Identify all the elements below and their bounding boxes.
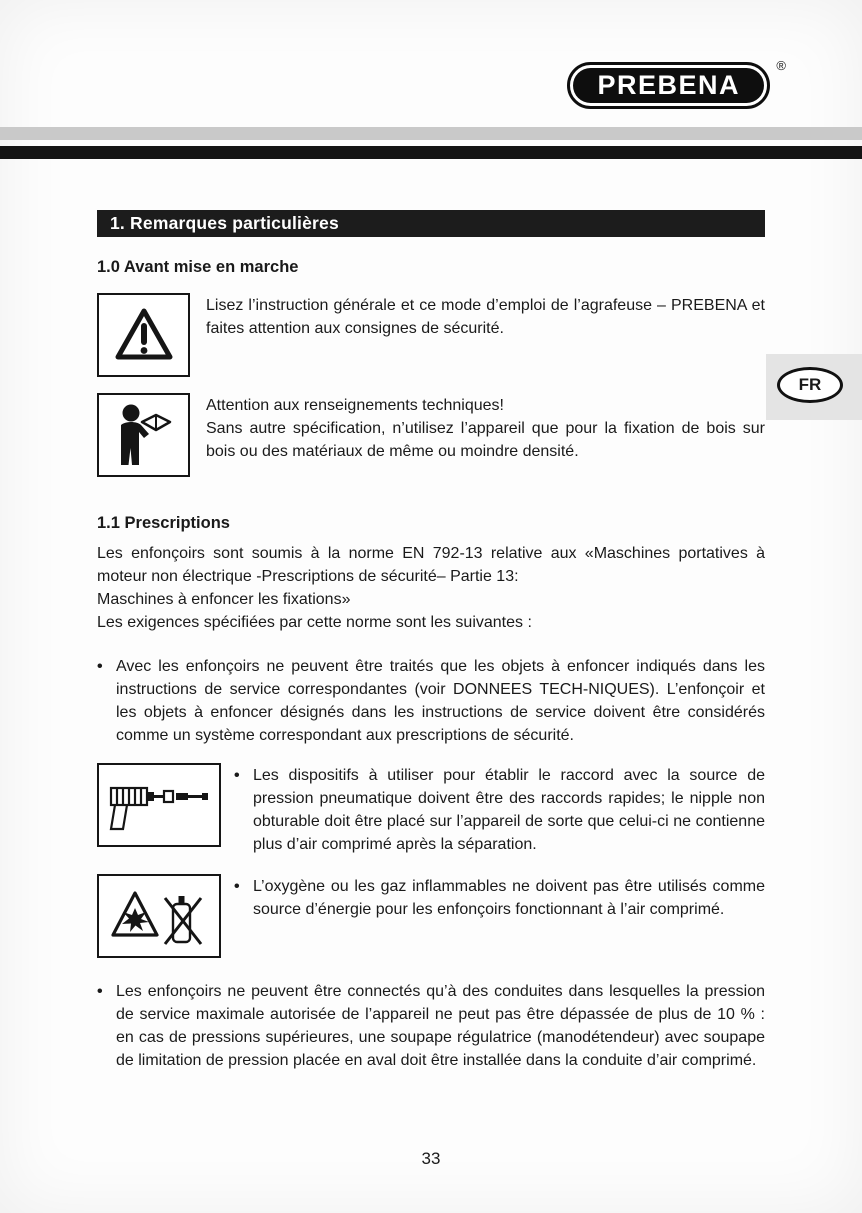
read-instructions-icon (97, 393, 190, 477)
bullet-pressure-text: Les enfonçoirs ne peuvent être connectés qu’à des conduites dans lesquelles la pression de service maximale autorisée de l’appareil ne peut pas être dépassée de plus de 10 % : en cas de pressions supérieures, une soupape régulatrice (manodétendeur) avec soupape de limitation de pression placée en aval doit être installée dans la conduite d’air comprimé. (116, 983, 765, 1069)
prebena-logo (567, 58, 786, 109)
language-badge-label: FR (798, 375, 822, 394)
prebena-logo-text: PREBENA (573, 68, 764, 103)
bullet-pressure (97, 980, 765, 1072)
notice-technical-title: Attention aux renseignements techniques! (206, 397, 504, 414)
prescriptions-intro-line3: Les exigences spécifiées par cette norme sont les suivantes : (97, 614, 532, 631)
language-badge-fr (777, 367, 843, 403)
bullet-marker: • (97, 983, 103, 1000)
notice-no-gas-body (234, 874, 765, 921)
prescriptions-intro (97, 542, 765, 634)
section-header (97, 210, 765, 237)
bullet-marker: • (97, 658, 103, 675)
notice-technical-body: Sans autre spécification, n’utilisez l’appareil que pour la fixation de bois sur bois ou des matériaux de même ou moindre densité. (206, 420, 765, 460)
pneumatic-tool-icon (97, 763, 221, 847)
bullet-couplings-text: Les dispositifs à utiliser pour établir le raccord avec la source de pression pneumatique doivent être des raccords rapides; le nipple non obturable doit être placé sur l’appareil de sorte que celui-ci ne contienne plus d’air comprimé après la séparation. (253, 767, 765, 853)
page-content (97, 210, 765, 1072)
bullet-marker: • (234, 878, 240, 895)
bullet-objects-text: Avec les enfonçoirs ne peuvent être traités que les objets à enfoncer indiqués dans les instructions de service correspondantes (voir DONNEES TECH-NIQUES). L’enfonçoir et les objets à enfoncer désignés dans les instructions de service doivent être considérés comme un système correspondant aux prescriptions de sécurité. (116, 658, 765, 744)
notice-technical-text (206, 393, 765, 463)
bullet-marker: • (234, 767, 240, 784)
notice-coupling-body (234, 763, 765, 856)
section-title: 1. Remarques particulières (110, 213, 339, 233)
notice-technical (97, 393, 765, 477)
notice-read-manual-text: Lisez l’instruction générale et ce mode d’emploi de l’agrafeuse – PREBENA et faites attention aux consignes de sécurité. (206, 297, 765, 337)
top-gray-bar (0, 127, 862, 140)
page-number: 33 (421, 1149, 441, 1168)
bullet-objects (97, 655, 765, 747)
bullet-oxygen (234, 875, 765, 921)
notice-no-gas (97, 874, 765, 958)
no-flammable-gas-icon (97, 874, 221, 958)
top-black-bar (0, 146, 862, 159)
bullet-oxygen-text: L’oxygène ou les gaz inflammables ne doivent pas être utilisés comme source d’énergie pour les enfonçoirs fonctionnant à l’air comprimé. (253, 878, 765, 918)
prescriptions-intro-flow: Les enfonçoirs sont soumis à la norme EN 792-13 relative aux «Maschines portatives à moteur non électrique -Prescriptions de sécurité– Partie 13: (97, 545, 765, 585)
notice-coupling (97, 763, 765, 856)
notice-read-manual (97, 293, 765, 377)
prescriptions-intro-line2: Maschines à enfoncer les fixations» (97, 591, 351, 608)
heading-1-0: 1.0 Avant mise en marche (97, 258, 299, 276)
prebena-logo-frame (567, 62, 770, 109)
registered-trademark-symbol: ® (776, 58, 786, 73)
heading-1-1: 1.1 Prescriptions (97, 514, 230, 532)
bullet-couplings (234, 764, 765, 856)
warning-triangle-icon (97, 293, 190, 377)
